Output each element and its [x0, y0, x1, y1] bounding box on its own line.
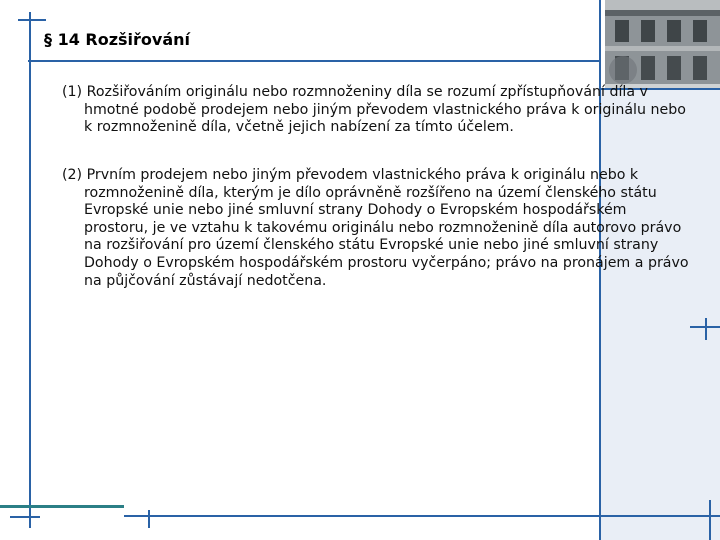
slide-title: § 14 Rozšiřování — [44, 30, 191, 49]
bottom-rule — [124, 515, 720, 517]
building-photo — [605, 0, 720, 88]
right-tick-vertical — [705, 318, 707, 340]
left-vertical-line — [29, 12, 31, 528]
bottom-left-bar — [0, 505, 124, 508]
paragraph-2 — [62, 167, 702, 290]
title-underline — [28, 60, 600, 62]
bottom-small-vertical — [148, 510, 150, 528]
paragraph-line: Evropské unie nebo jiné smluvní strany Dohody o Evropském hospodářském — [84, 202, 627, 219]
paragraph-line: prostoru, je ve vztahu k takovému originálu nebo rozmnoženině díla autorovo právo — [84, 219, 682, 236]
paragraph-line: (1) Rozšiřováním originálu nebo rozmnoženiny díla se rozumí zpřístupňování díla v — [62, 84, 648, 100]
top-left-tick — [18, 19, 46, 21]
paragraph-line: (2) Prvním prodejem nebo jiným převodem vlastnického práva k originálu nebo k — [62, 167, 639, 183]
paragraph-line: na rozšiřování pro území členského státu Evropské unie nebo jiné smluvní strany — [84, 237, 659, 254]
paragraph-1 — [62, 84, 702, 137]
paragraph-line: k rozmnoženině díla, včetně jejich nabízení za tímto účelem. — [84, 119, 514, 136]
paragraph-line: rozmnoženině díla, kterým je dílo oprávněně rozšířeno na území členského státu — [84, 184, 657, 201]
paragraph-line: hmotné podobě prodejem nebo jiným převodem vlastnického práva k originálu nebo — [84, 101, 686, 118]
paragraph-line: na půjčování zůstávají nedotčena. — [84, 272, 327, 289]
bottom-right-vertical — [709, 500, 711, 540]
paragraph-line: Dohody o Evropském hospodářském prostoru vyčerpáno; právo na pronájem a právo — [84, 254, 689, 271]
bottom-left-tick — [10, 516, 40, 518]
right-side-panel — [600, 88, 720, 540]
